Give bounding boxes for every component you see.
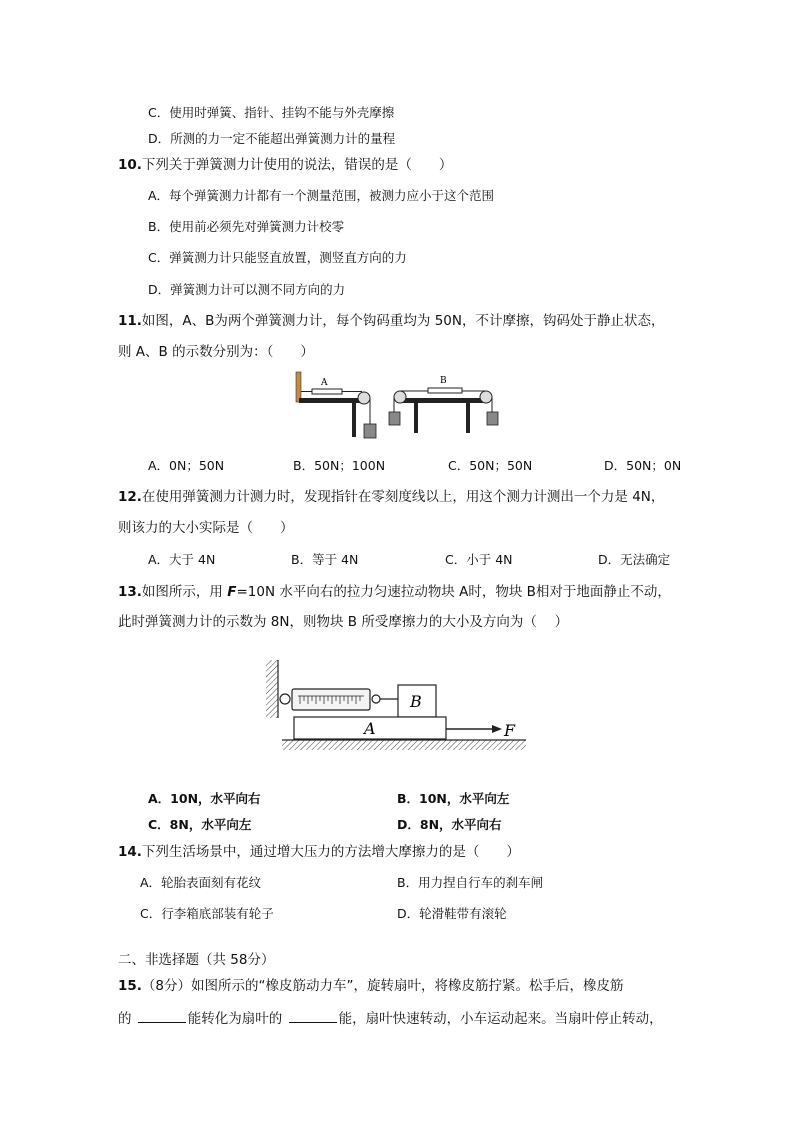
q11-right-table-leg-2 (466, 403, 470, 433)
q13-right-hook (372, 695, 380, 703)
q13-wall-hatch (266, 660, 278, 718)
q13-option-c: C．8N，水平向左 (148, 817, 252, 832)
q11-weight-left (364, 424, 376, 438)
q14-text: 下列生活场景中，通过增大压力的方法增大摩擦力的是（ ） (141, 844, 520, 860)
q14-option-c: C．行李箱底部装有轮子 (140, 906, 274, 921)
q13-figure (264, 656, 530, 754)
q12-number: 12. (118, 489, 142, 505)
q11-wall (296, 372, 301, 402)
q11-stem-line1 (118, 311, 665, 331)
q12-option-c: C．小于 4N (445, 552, 513, 567)
q15-stem-line1 (118, 976, 624, 996)
q15-blank-1[interactable] (138, 1008, 186, 1023)
q11-label-a: A (321, 378, 328, 388)
section-2-title: 二、非选择题（共 58分） (118, 952, 275, 968)
q13-label-b: B (410, 692, 422, 711)
q13-ground-hatch (282, 740, 526, 750)
q15-blank-2[interactable] (289, 1008, 337, 1023)
q10-number: 10. (118, 157, 142, 173)
q11-left-table-leg (352, 403, 356, 437)
q12-text-1: 在使用弹簧测力计测力时，发现指针在零刻度线以上，用这个测力计测出一个力是 4N， (141, 489, 665, 505)
q11-right-table-top (400, 398, 486, 403)
q12-stem-line1 (118, 487, 664, 507)
q15-text-2c: 能，扇叶快速转动，小车运动起来。当扇叶停止转动， (338, 1011, 663, 1027)
q11-left-table-top (299, 398, 363, 403)
q11-spring-scale-b (428, 388, 462, 393)
q11-spring-scale-a (312, 389, 342, 394)
q13-option-a: A．10N，水平向右 (148, 791, 261, 806)
q13-option-d: D．8N，水平向右 (397, 817, 502, 832)
q14-option-a: A．轮胎表面刻有花纹 (140, 875, 262, 890)
q13-force-arrowhead (492, 725, 502, 733)
q11-weight-right (487, 412, 498, 425)
q11-right-table-leg-1 (414, 403, 418, 433)
q10-text: 下列关于弹簧测力计使用的说法，错误的是（ ） (141, 157, 453, 173)
q11-pulley-right (480, 391, 492, 403)
q11-weight-mid (389, 412, 400, 425)
q10-option-c: C．弹簧测力计只能竖直放置，测竖直方向的力 (148, 250, 407, 265)
q13-left-hook (280, 694, 290, 704)
q12-stem-line2: 则该力的大小实际是（ ） (118, 520, 294, 536)
q13-stem-line2: 此时弹簧测力计的示数为 8N，则物块 B 所受摩擦力的大小及方向为（ ） (118, 614, 569, 630)
q15-text-1: （8分）如图所示的“橡皮筋动力车”，旋转扇叶，将橡皮筋拧紧。松手后，橡皮筋 (141, 978, 624, 994)
q11-option-d: D．50N；0N (604, 458, 682, 473)
q13-text-1a: 如图所示，用 (141, 584, 228, 600)
q11-pulley-mid (394, 391, 406, 403)
q11-option-c: C．50N；50N (448, 458, 533, 473)
q13-text-1b: =10N 水平向右的拉力匀速拉动物块 A时，物块 B相对于地面静止不动， (236, 584, 671, 600)
q15-text-2a: 的 (118, 1011, 136, 1027)
q10-option-b: B．使用前必须先对弹簧测力计校零 (148, 219, 345, 234)
q9-option-c: C．使用时弹簧、指针、挂钩不能与外壳摩擦 (148, 105, 395, 120)
q11-text-1: 如图，A、B为两个弹簧测力计，每个钩码重均为 50N，不计摩擦，钩码处于静止状态， (141, 313, 665, 329)
q13-number: 13. (118, 584, 142, 600)
q10-stem (118, 155, 452, 175)
q13-option-b: B．10N，水平向左 (397, 791, 510, 806)
q10-option-d: D．弹簧测力计可以测不同方向的力 (148, 282, 346, 297)
q14-number: 14. (118, 844, 142, 860)
q11-label-b: B (440, 376, 447, 386)
q15-stem-line2 (118, 1008, 663, 1029)
q14-option-d: D．轮滑鞋带有滚轮 (397, 906, 507, 921)
q15-text-2b: 能转化为扇叶的 (187, 1011, 287, 1027)
q11-stem-line2: 则 A、B 的示数分别为：（ ） (118, 344, 314, 360)
q11-option-a: A．0N；50N (148, 458, 225, 473)
q9-option-d: D．所测的力一定不能超出弹簧测力计的量程 (148, 131, 396, 146)
q12-option-b: B．等于 4N (291, 552, 359, 567)
q13-stem-line1 (118, 582, 671, 602)
q14-option-b: B．用力捏自行车的刹车闸 (397, 875, 544, 890)
q11-pulley-left (358, 392, 370, 404)
q11-figure (294, 368, 506, 450)
q13-label-a: A (364, 719, 376, 738)
q11-option-b: B．50N；100N (293, 458, 386, 473)
q10-option-a: A．每个弹簧测力计都有一个测量范围，被测力应小于这个范围 (148, 188, 495, 203)
q12-option-a: A．大于 4N (148, 552, 216, 567)
q11-number: 11. (118, 313, 142, 329)
q13-force-symbol: F (227, 584, 237, 600)
q13-label-f: F (504, 721, 516, 740)
q12-option-d: D．无法确定 (598, 552, 671, 567)
q14-stem (118, 842, 520, 862)
q15-number: 15. (118, 978, 142, 994)
